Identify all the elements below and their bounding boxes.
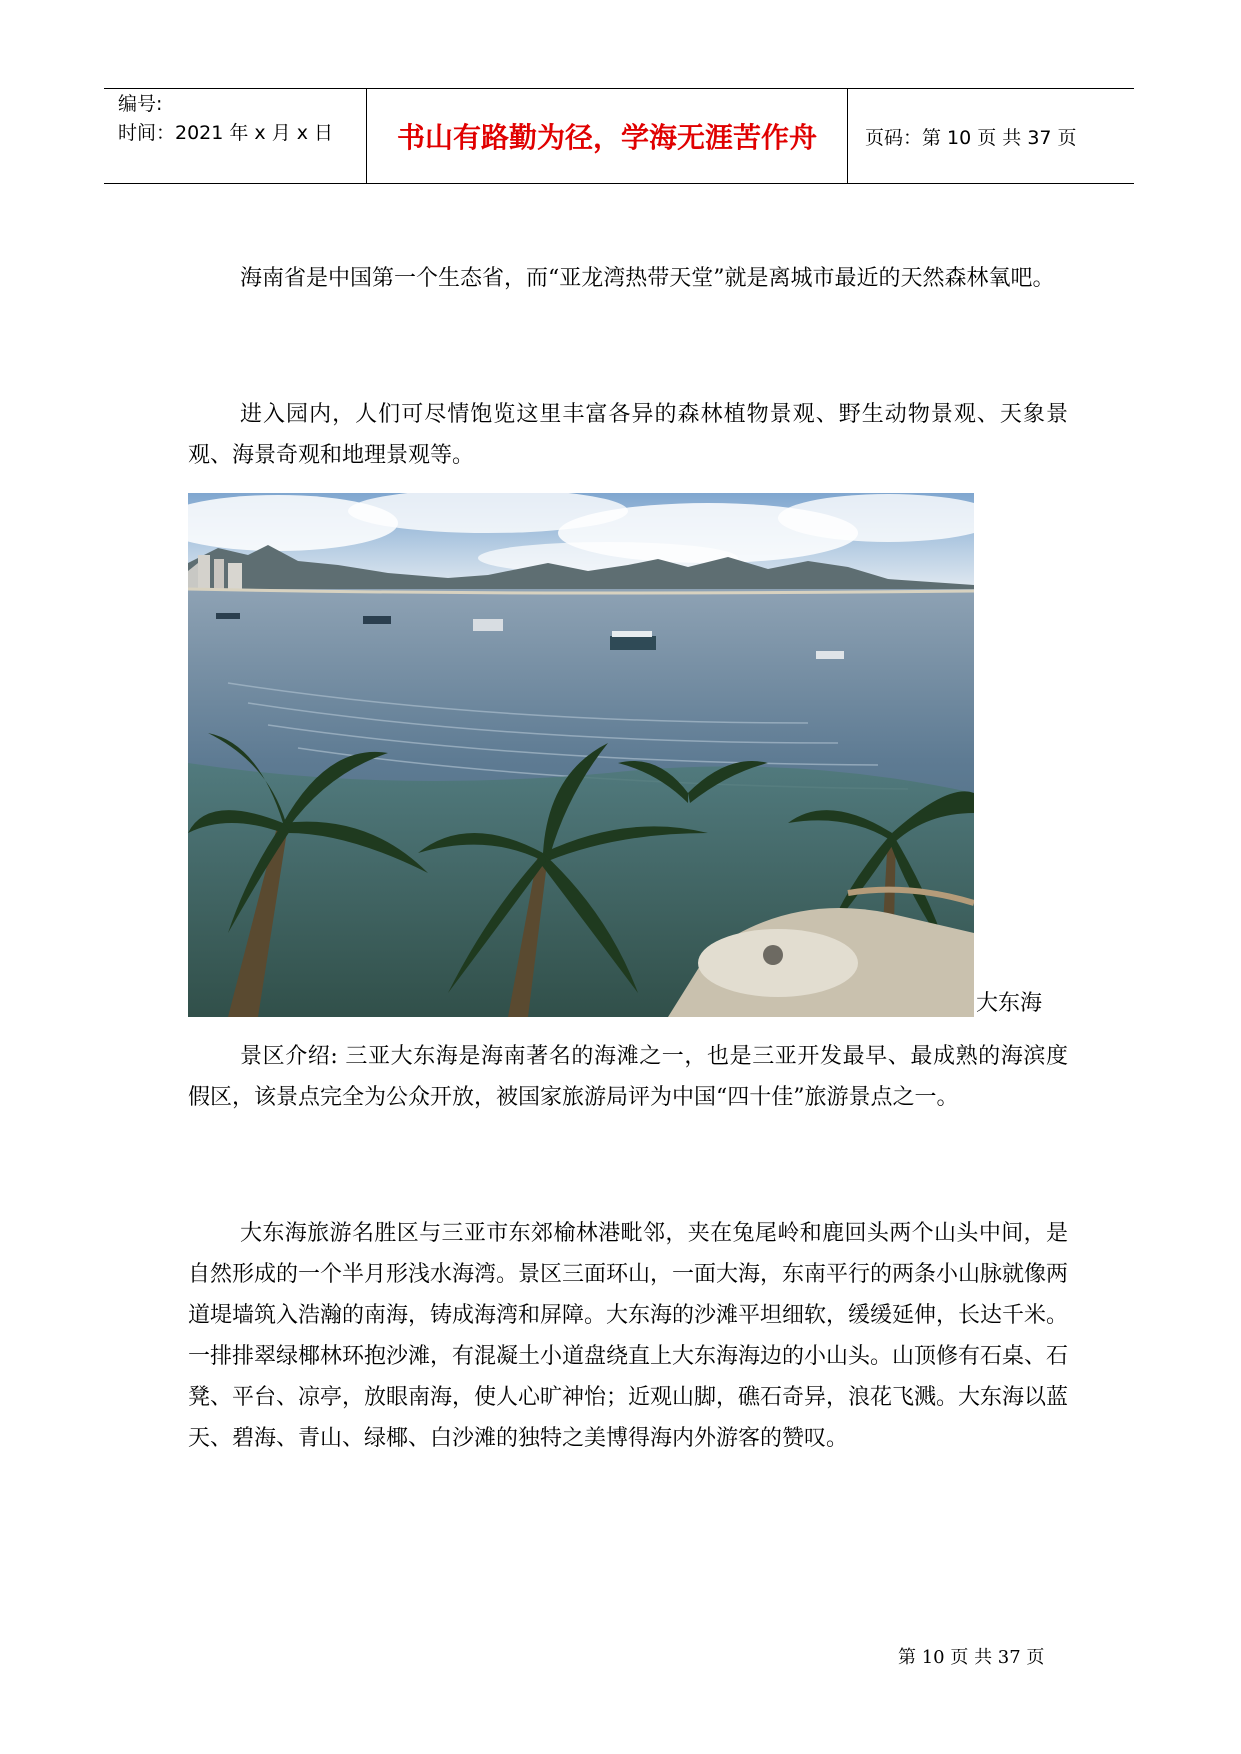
photo-caption: 大东海: [976, 991, 1043, 1016]
paragraph-intro: 海南省是中国第一个生态省，而“亚龙湾热带天堂”就是离城市最近的天然森林氧吧。: [240, 266, 1055, 291]
time-label: 时间：2021 年 x 月 x 日: [118, 122, 334, 144]
page-footer: 第 10 页 共 37 页: [898, 1647, 1045, 1668]
paragraph-scenic-detail: 大东海旅游名胜区与三亚市东郊榆林港毗邻，夹在兔尾岭和鹿回头两个山头中间，是自然形成的一个半月形浅水海湾。景区三面环山，一面大海，东南平行的两条小山脉就像两道堤墙筑入浩瀚的南海，铸成海湾和屏障。大东海的沙滩平坦细软，缓缓延伸，长达千米。一排排翠绿椰林环抱沙滩，有混凝土小道盘绕直上大东海海边的小山头。山顶修有石桌、石凳、平台、凉亭，放眼南海，使人心旷神怡；近观山脚，礁石奇异，浪花飞溅。大东海以蓝天、碧海、青山、绿椰、白沙滩的独特之美博得海内外游客的赞叹。: [188, 1221, 1069, 1451]
paragraph-park: 进入园内，人们可尽情饱览这里丰富各异的森林植物景观、野生动物景观、天象景观、海景奇观和地理景观等。: [188, 402, 1068, 468]
number-label: 编号:: [118, 93, 163, 115]
dadonghai-photo: [188, 493, 974, 1017]
header-page-cell: [849, 89, 1134, 183]
header-motto-cell: [367, 89, 848, 183]
page-header: [104, 88, 1134, 184]
paragraph-scenic-intro: 景区介绍: 三亚大东海是海南著名的海滩之一，也是三亚开发最早、最成熟的海滨度假区，该景点完全为公众开放，被国家旅游局评为中国“四十佳”旅游景点之一。: [188, 1044, 1068, 1110]
motto: 书山有路勤为径，学海无涯苦作舟: [396, 121, 817, 154]
header-page-info: 页码：第 10 页 共 37 页: [865, 126, 1077, 149]
header-left-cell: [104, 89, 367, 183]
